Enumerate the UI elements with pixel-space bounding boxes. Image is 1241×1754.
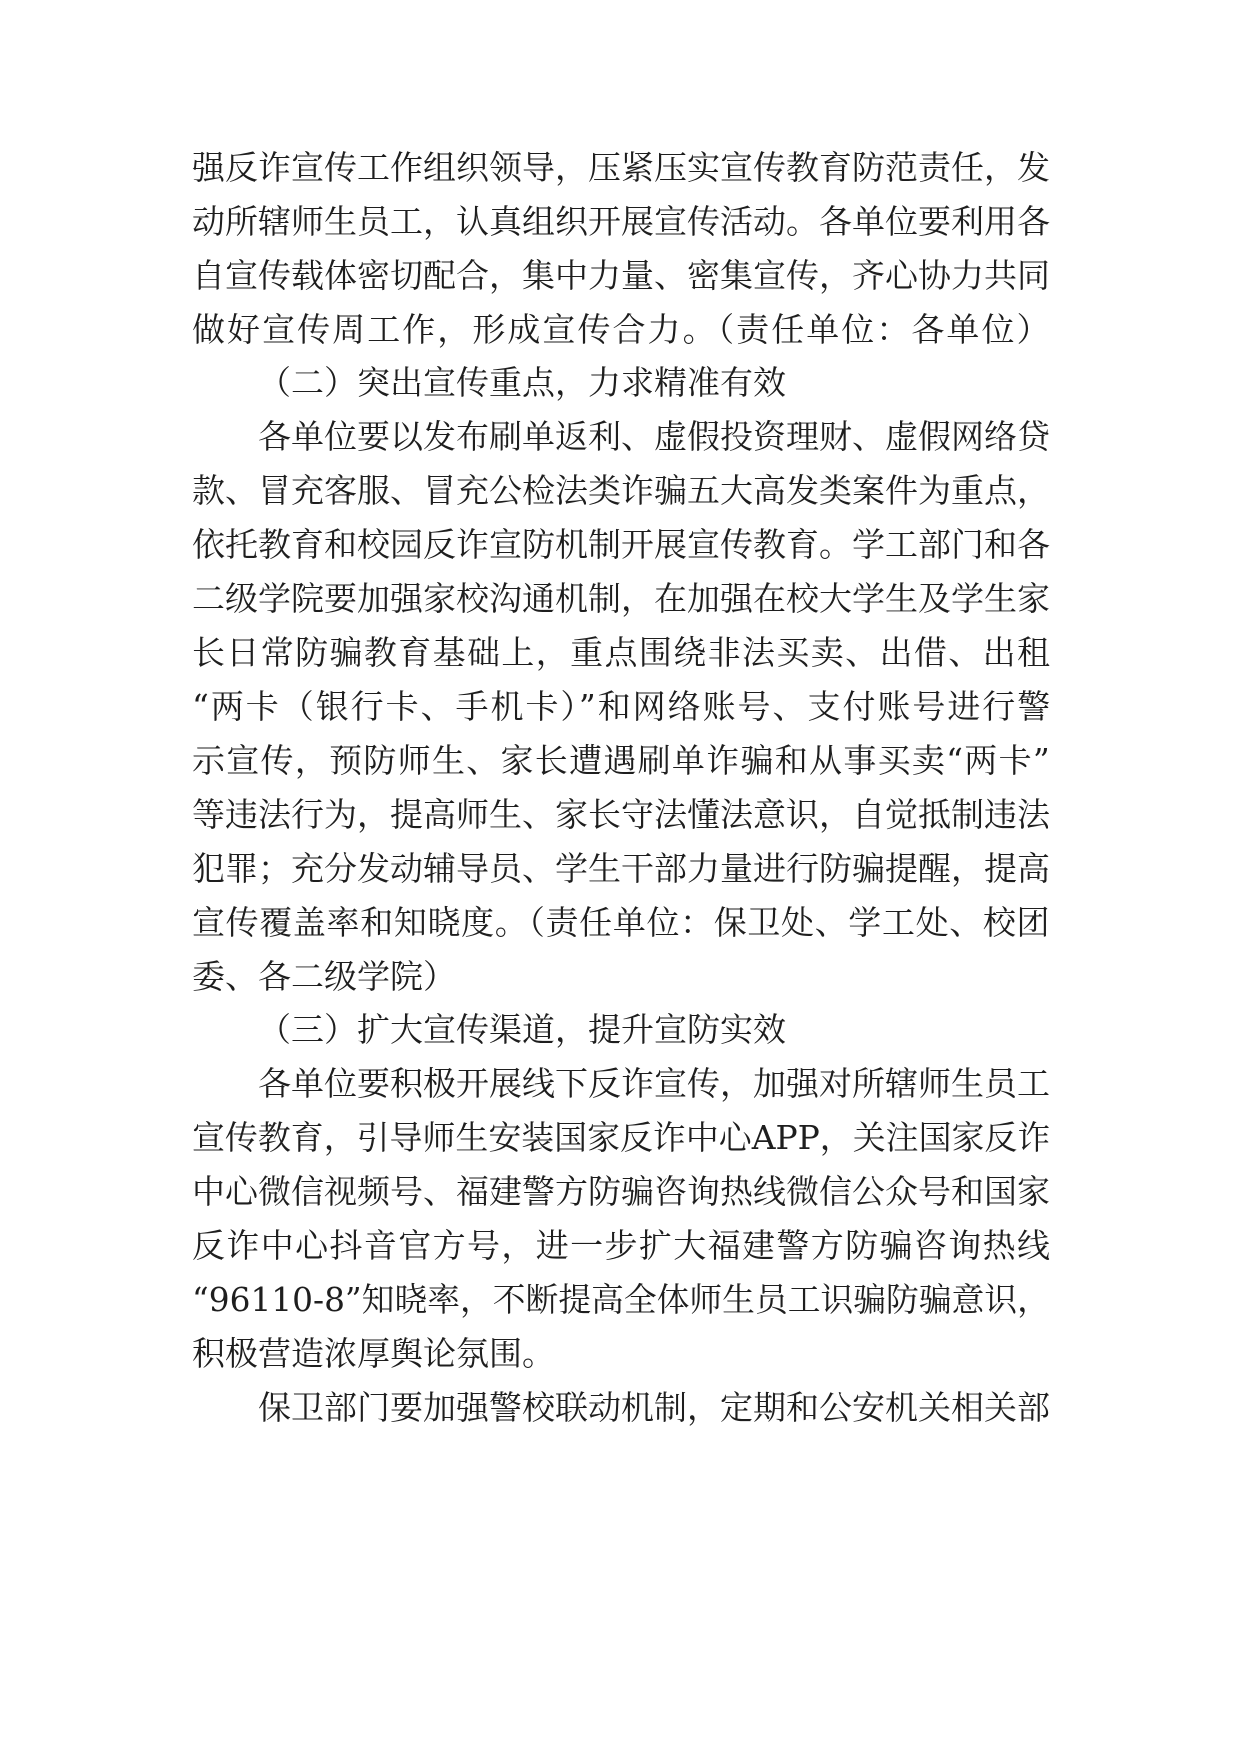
body-text-line: 积极营造浓厚舆论氛围。 [192,1334,555,1373]
body-text-line: 犯罪；充分发动辅导员、学生干部力量进行防骗提醒，提高 [192,849,1050,888]
body-text-line: 宣传覆盖率和知晓度。（责任单位：保卫处、学工处、校团 [192,903,1051,942]
body-text-line: 自宣传载体密切配合，集中力量、密集宣传，齐心协力共同 [192,256,1050,295]
body-text-line: “96110-8”知晓率，不断提高全体师生员工识骗防骗意识， [192,1280,1050,1319]
body-text-line: 等违法行为，提高师生、家长守法懂法意识，自觉抵制违法 [192,795,1050,834]
body-text-line: 各单位要以发布刷单返利、虚假投资理财、虚假网络贷 [258,417,1050,456]
body-text-line: 做好宣传周工作，形成宣传合力。（责任单位：各单位） [192,310,1052,349]
section-heading: （二）突出宣传重点，力求精准有效 [258,363,786,402]
body-text-line: 各单位要积极开展线下反诈宣传，加强对所辖师生员工 [258,1064,1050,1103]
body-text-line: 宣传教育，引导师生安装国家反诈中心APP，关注国家反诈 [192,1118,1051,1157]
body-text-line: 动所辖师生员工，认真组织开展宣传活动。各单位要利用各 [192,202,1050,241]
body-text-line: “两卡（银行卡、手机卡）”和网络账号、支付账号进行警 [192,687,1053,726]
section-heading: （三）扩大宣传渠道，提升宣防实效 [258,1010,786,1049]
body-text-line: 中心微信视频号、福建警方防骗咨询热线微信公众号和国家 [192,1172,1050,1211]
body-text-line: 款、冒充客服、冒充公检法类诈骗五大高发类案件为重点， [192,471,1050,510]
body-text-line: 反诈中心抖音官方号，进一步扩大福建警方防骗咨询热线 [192,1226,1052,1265]
body-text-line: 二级学院要加强家校沟通机制，在加强在校大学生及学生家 [192,579,1050,618]
body-text-line: 依托教育和校园反诈宣防机制开展宣传教育。学工部门和各 [192,525,1050,564]
body-text-line: 长日常防骗教育基础上，重点围绕非法买卖、出借、出租 [192,633,1052,672]
body-text-line: 示宣传，预防师生、家长遭遇刷单诈骗和从事买卖“两卡” [192,741,1052,780]
body-text-line: 委、各二级学院） [192,957,456,996]
body-text-line: 强反诈宣传工作组织领导，压紧压实宣传教育防范责任，发 [192,148,1050,187]
body-text-line: 保卫部门要加强警校联动机制，定期和公安机关相关部 [258,1388,1050,1427]
